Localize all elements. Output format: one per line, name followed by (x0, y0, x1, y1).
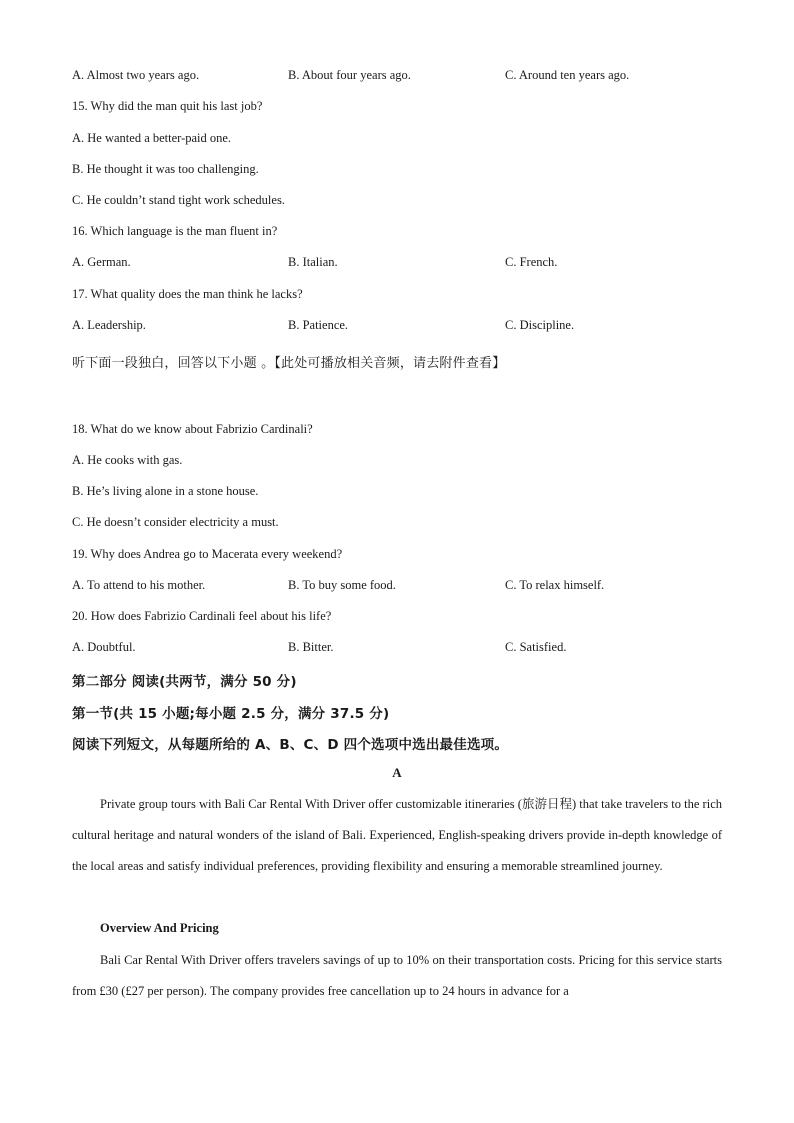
q18-question: 18. What do we know about Fabrizio Cardinali? (72, 422, 313, 436)
q15-option-c: C. He couldn’t stand tight work schedules. (72, 193, 285, 207)
q19-option-b: B. To buy some food. (288, 578, 396, 592)
q17-option-b: B. Patience. (288, 318, 349, 332)
q16-option-c: C. French. (505, 255, 558, 269)
q18-option-b: B. He’s living alone in a stone house. (72, 484, 259, 498)
q18-option-a: A. He cooks with gas. (72, 453, 183, 467)
part2-heading: 第二部分 阅读(共两节，满分 50 分) (72, 674, 297, 690)
passage-label: A (392, 765, 402, 780)
q19-option-c: C. To relax himself. (505, 578, 605, 592)
q17-question: 17. What quality does the man think he lacks? (72, 287, 303, 301)
passage-subheading: Overview And Pricing (100, 921, 219, 935)
q14-option-b: B. About four years ago. (288, 68, 411, 82)
passage-paragraph-1: Private group tours with Bali Car Rental With Driver offer customizable itineraries (旅游日程) that take travelers to the rich cultural heritage and natural wonders of the island of Bali. Experienced, English-speaking drivers provide in-depth knowledge of the local areas and satisfy individual preferences, providing flexibility and ensuring a memorable streamlined journey. (72, 797, 722, 874)
q19-question: 19. Why does Andrea go to Macerata every weekend? (72, 547, 343, 561)
q15-question: 15. Why did the man quit his last job? (72, 99, 263, 113)
reading-instruction: 阅读下列短文，从每题所给的 A、B、C、D 四个选项中选出最佳选项。 (72, 737, 509, 753)
monologue-instruction: 听下面一段独白，回答以下小题 。【此处可播放相关音频，请去附件查看】 (72, 356, 506, 371)
q16-option-a: A. German. (72, 255, 131, 269)
q20-question: 20. How does Fabrizio Cardinali feel about his life? (72, 609, 332, 623)
q19-option-a: A. To attend to his mother. (72, 578, 206, 592)
q16-question: 16. Which language is the man fluent in? (72, 224, 278, 238)
section1-heading: 第一节(共 15 小题;每小题 2.5 分，满分 37.5 分) (72, 706, 390, 722)
q15-option-a: A. He wanted a better-paid one. (72, 131, 232, 145)
q16-option-b: B. Italian. (288, 255, 338, 269)
q14-option-c: C. Around ten years ago. (505, 68, 630, 82)
q20-option-c: C. Satisfied. (505, 640, 567, 654)
q20-option-b: B. Bitter. (288, 640, 334, 654)
q17-option-a: A. Leadership. (72, 318, 146, 332)
passage-paragraph-2: Bali Car Rental With Driver offers travelers savings of up to 10% on their transportation costs. Pricing for this service starts from £30 (£27 per person). The company provides free cancellation up to 24 hours in advance for a (72, 953, 722, 999)
q17-option-c: C. Discipline. (505, 318, 575, 332)
q14-option-a: A. Almost two years ago. (72, 68, 200, 82)
q15-option-b: B. He thought it was too challenging. (72, 162, 259, 176)
q20-option-a: A. Doubtful. (72, 640, 136, 654)
q18-option-c: C. He doesn’t consider electricity a must. (72, 515, 279, 529)
